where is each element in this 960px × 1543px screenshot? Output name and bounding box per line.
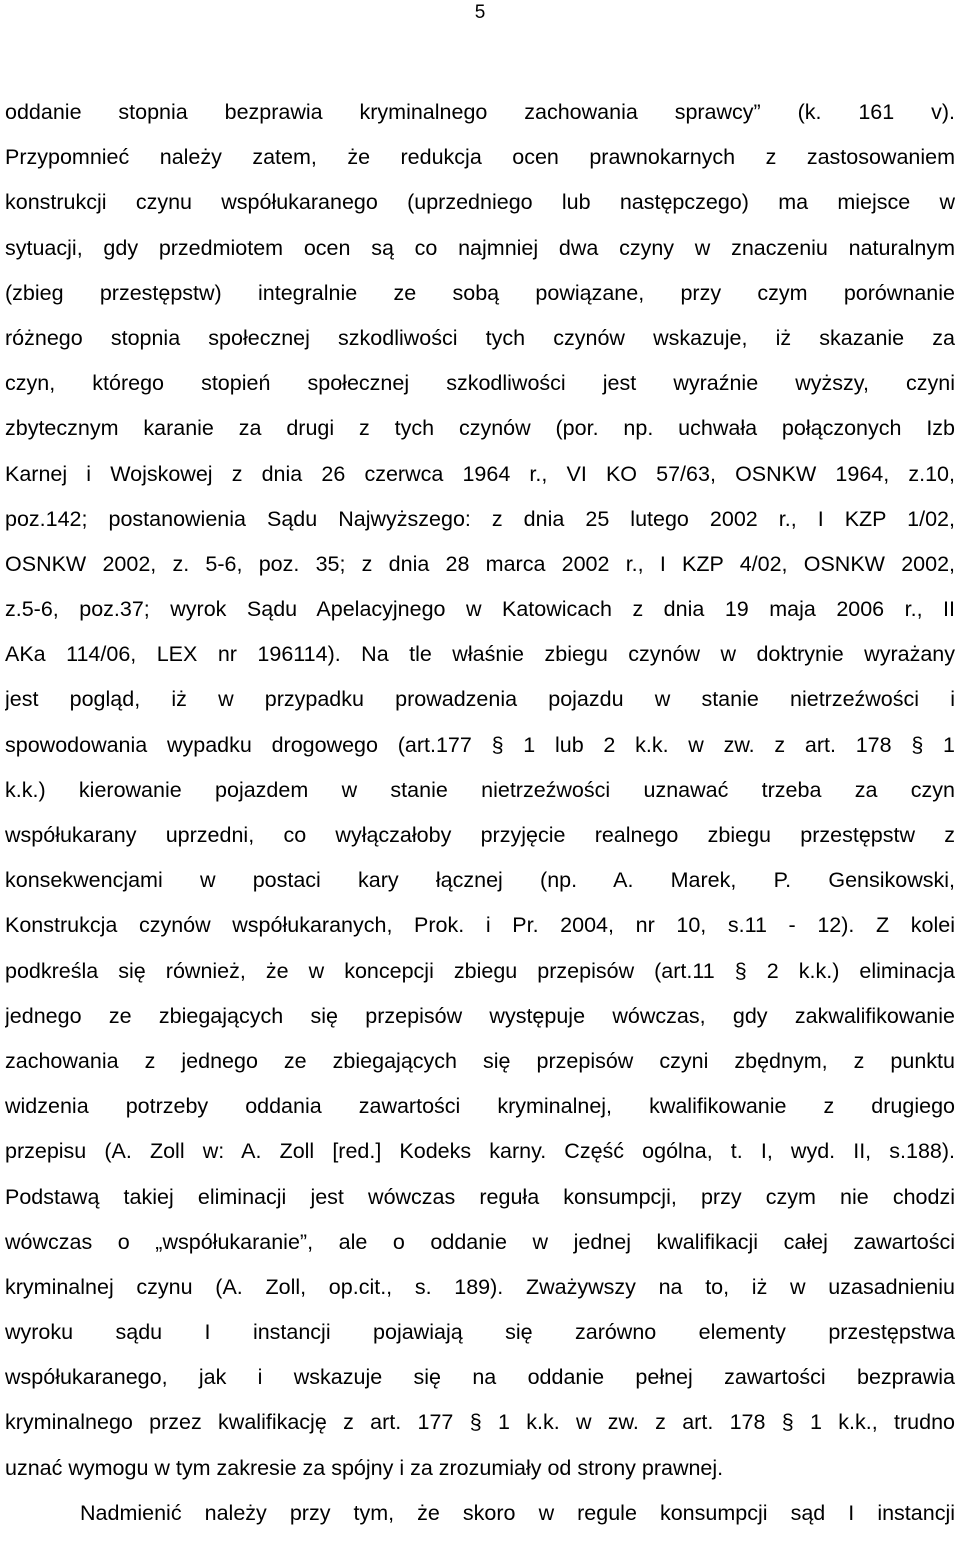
text-line: współukaranego, jak i wskazuje się na oddanie pełnej zawartości bezprawia — [5, 1365, 955, 1390]
text-line: jest pogląd, iż w przypadku prowadzenia pojazdu w stanie nietrzeźwości i — [5, 687, 955, 712]
text-line: zachowania z jednego ze zbiegających się przepisów czyni zbędnym, z punktu — [5, 1048, 955, 1073]
page-number: 5 — [474, 2, 486, 23]
text-line: (zbieg przestępstw) integralnie ze sobą powiązane, przy czym porównanie — [5, 280, 955, 305]
text-line: OSNKW 2002, z. 5-6, poz. 35; z dnia 28 marca 2002 r., I KZP 4/02, OSNKW 2002, — [5, 551, 955, 576]
text-line: k.k.) kierowanie pojazdem w stanie nietrzeźwości uznawać trzeba za czyn — [5, 777, 955, 802]
text-line: poz.142; postanowienia Sądu Najwyższego: z dnia 25 lutego 2002 r., I KZP 1/02, — [5, 506, 955, 531]
text-line: przepisu (A. Zoll w: A. Zoll [red.] Kodeks karny. Część ogólna, t. I, wyd. II, s.188). — [5, 1139, 955, 1164]
text-line: konstrukcji czynu współukaranego (uprzedniego lub następczego) ma miejsce w — [5, 190, 955, 215]
paragraph-start-line: Nadmienić należy przy tym, że skoro w regule konsumpcji sąd I instancji — [80, 1500, 955, 1525]
text-line: Podstawą takiej eliminacji jest wówczas reguła konsumpcji, przy czym nie chodzi — [5, 1184, 955, 1209]
text-line: konsekwencjami w postaci kary łącznej (np. A. Marek, P. Gensikowski, — [5, 868, 955, 893]
text-line: wówczas o „współukaranie”, ale o oddanie w jednej kwalifikacji całej zawartości — [5, 1229, 955, 1254]
text-line: Konstrukcja czynów współukaranych, Prok. i Pr. 2004, nr 10, s.11 - 12). Z kolei — [5, 913, 955, 938]
paragraph-end-line: uznać wymogu w tym zakresie za spójny i za zrozumiały od strony prawnej. — [5, 1455, 724, 1480]
text-line: kryminalnego przez kwalifikację z art. 177 § 1 k.k. w zw. z art. 178 § 1 k.k., trudno — [5, 1410, 955, 1435]
text-line: współukarany uprzedni, co wyłączałoby przyjęcie realnego zbiegu przestępstw z — [5, 823, 955, 847]
text-line: kryminalnej czynu (A. Zoll, op.cit., s. 189). Zważywszy na to, iż w uzasadnieniu — [5, 1274, 955, 1299]
text-line: wyroku sądu I instancji pojawiają się zarówno elementy przestępstwa — [5, 1320, 955, 1345]
text-line: podkreśla się również, że w koncepcji zbiegu przepisów (art.11 § 2 k.k.) eliminacja — [5, 958, 955, 983]
text-line: widzenia potrzeby oddania zawartości kryminalnej, kwalifikowanie z drugiego — [5, 1094, 955, 1119]
text-line: zbytecznym karanie za drugi z tych czynów (por. np. uchwała połączonych Izb — [5, 416, 955, 441]
text-line: spowodowania wypadku drogowego (art.177 § 1 lub 2 k.k. w zw. z art. 178 § 1 — [5, 732, 955, 757]
text-line: jednego ze zbiegających się przepisów występuje wówczas, gdy zakwalifikowanie — [5, 1003, 955, 1028]
text-line: AKa 114/06, LEX nr 196114). Na tle właśnie zbiegu czynów w doktrynie wyrażany — [5, 642, 955, 667]
document-body — [5, 97, 955, 1543]
text-line: sytuacji, gdy przedmiotem ocen są co najmniej dwa czyny w znaczeniu naturalnym — [5, 235, 955, 260]
text-line: czyn, którego stopień społecznej szkodliwości jest wyraźnie wyższy, czyni — [5, 371, 955, 396]
text-line: Karnej i Wojskowej z dnia 26 czerwca 1964 r., VI KO 57/63, OSNKW 1964, z.10, — [5, 461, 955, 486]
text-line: Przypomnieć należy zatem, że redukcja ocen prawnokarnych z zastosowaniem — [5, 145, 955, 170]
text-line: oddanie stopnia bezprawia kryminalnego zachowania sprawcy” (k. 161 v). — [5, 100, 955, 124]
text-line: z.5-6, poz.37; wyrok Sądu Apelacyjnego w Katowicach z dnia 19 maja 2006 r., II — [5, 597, 955, 622]
text-line: różnego stopnia społecznej szkodliwości tych czynów wskazuje, iż skazanie za — [5, 325, 955, 350]
